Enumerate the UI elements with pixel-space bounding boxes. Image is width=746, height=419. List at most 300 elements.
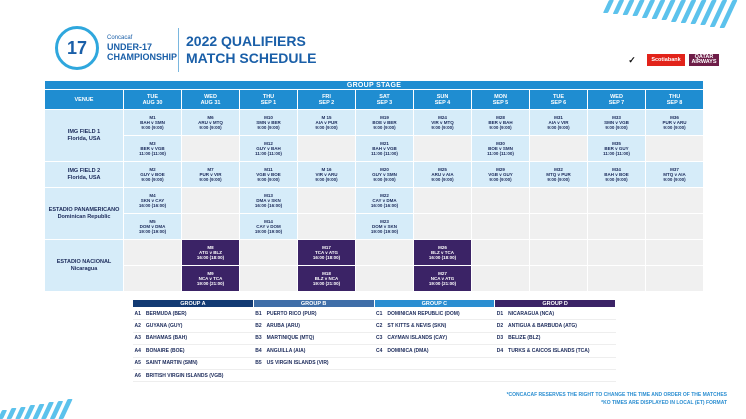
match-id: M4	[149, 193, 156, 198]
match-cell	[356, 110, 414, 136]
team-code: B4	[255, 347, 262, 354]
match-teams: VIR v MTQ	[431, 120, 454, 125]
match-teams: PUR v VIR	[199, 172, 222, 177]
match-schedule-table	[44, 80, 704, 292]
day-header	[356, 90, 414, 110]
match-id: M37	[670, 167, 679, 172]
venue-location: Florida, USA	[67, 135, 101, 142]
match-id: M25	[438, 167, 447, 172]
schedule-row	[45, 110, 704, 136]
team-code: D3	[496, 335, 504, 342]
group-row	[133, 345, 616, 357]
group-team-cell	[495, 357, 616, 369]
day-name: WED	[204, 93, 217, 100]
nike-logo	[620, 54, 644, 66]
day-date: SEP 7	[608, 99, 625, 106]
match-cell	[472, 162, 530, 188]
team-code: B3	[255, 335, 262, 342]
day-header	[182, 90, 240, 110]
empty-cell	[588, 266, 646, 292]
match-time: 16:00 (16:00)	[138, 203, 167, 208]
venue-name: ESTADIO PANAMERICANO	[48, 206, 120, 213]
match-teams: TCA v ATG	[314, 250, 339, 255]
match-cell	[298, 110, 356, 136]
venue-cell	[45, 188, 124, 240]
group-stage-header: GROUP STAGE	[45, 81, 704, 90]
match-time: 9:00 (9:00)	[199, 125, 222, 130]
nike-swoosh-icon: ✓	[628, 54, 636, 65]
airways-label: AIRWAYS	[691, 59, 717, 65]
match-time: 16:00 (16:00)	[370, 203, 399, 208]
day-name: SAT	[379, 93, 390, 100]
empty-cell	[182, 136, 240, 162]
empty-cell	[356, 240, 414, 266]
match-cell	[646, 162, 704, 188]
scotiabank-label: Scotiabank	[651, 57, 681, 63]
match-teams: CAY v DMA	[372, 198, 397, 203]
team-name: PUERTO RICO (PUR)	[266, 310, 317, 317]
empty-cell	[240, 240, 298, 266]
empty-cell	[356, 266, 414, 292]
match-id: M20	[380, 167, 389, 172]
match-id: M24	[438, 115, 447, 120]
venue-location: Florida, USA	[67, 174, 101, 181]
team-name: MARTINIQUE (MTQ)	[266, 335, 315, 342]
venue-location: Nicaragua	[70, 265, 98, 272]
empty-cell	[588, 240, 646, 266]
match-time: 11:00 (11:00)	[139, 151, 166, 156]
match-teams: ARU v AIA	[431, 172, 454, 177]
match-cell	[356, 188, 414, 214]
match-id: M1	[149, 115, 156, 120]
venue-cell	[45, 240, 124, 292]
team-name: BONAIRE (BOE)	[145, 347, 185, 354]
match-teams: BAH v VGB	[372, 146, 397, 151]
match-teams: GUY v BAH	[256, 146, 281, 151]
venue-name: IMG FIELD 2	[67, 167, 101, 174]
empty-cell	[472, 266, 530, 292]
schedule-row	[45, 188, 704, 214]
match-cell	[298, 266, 356, 292]
day-header	[530, 90, 588, 110]
group-team-cell	[495, 320, 616, 332]
match-cell	[124, 110, 182, 136]
day-header	[298, 90, 356, 110]
match-cell	[298, 162, 356, 188]
match-time: 9:00 (9:00)	[373, 125, 396, 130]
group-team-cell	[374, 332, 495, 344]
empty-cell	[414, 136, 472, 162]
group-c-header: GROUP C	[374, 300, 495, 308]
empty-cell	[530, 266, 588, 292]
day-date: SEP 3	[376, 99, 393, 106]
match-id: M13	[264, 193, 273, 198]
group-team-cell	[253, 332, 374, 344]
venue-name: ESTADIO NACIONAL	[56, 258, 112, 265]
team-code: D4	[496, 347, 504, 354]
group-row	[133, 320, 616, 332]
title-line-2: MATCH SCHEDULE	[186, 50, 317, 66]
empty-cell	[414, 214, 472, 240]
day-date: SEP 8	[666, 99, 683, 106]
match-teams: SMN v BER	[256, 120, 281, 125]
venue-name: IMG FIELD 1	[67, 128, 101, 135]
match-teams: BER v VGB	[140, 146, 165, 151]
match-teams: MTQ v AIA	[663, 172, 686, 177]
team-code: D2	[496, 323, 504, 330]
match-id: M29	[496, 167, 505, 172]
match-cell	[646, 110, 704, 136]
match-teams: BER v GUY	[604, 146, 629, 151]
match-time: 9:00 (9:00)	[373, 177, 396, 182]
group-team-cell	[495, 332, 616, 344]
empty-cell	[124, 266, 182, 292]
day-header	[472, 90, 530, 110]
match-id: M9	[207, 271, 214, 276]
group-team-cell	[253, 357, 374, 369]
team-name: ST KITTS & NEVIS (SKN)	[387, 323, 447, 330]
day-name: WED	[610, 93, 623, 100]
team-code: D1	[496, 310, 504, 317]
team-name: BAHAMAS (BAH)	[145, 335, 187, 342]
match-cell	[356, 162, 414, 188]
group-team-cell	[133, 308, 254, 320]
decorative-stripes-bottom-left	[0, 397, 80, 419]
match-teams: SMN v VGB	[604, 120, 629, 125]
group-team-cell	[253, 345, 374, 357]
footnote-schedule-change: *CONCACAF RESERVES THE RIGHT TO CHANGE THE TIME AND ORDER OF THE MATCHES	[506, 392, 727, 398]
match-id: M35	[612, 141, 621, 146]
match-cell	[240, 162, 298, 188]
empty-cell	[646, 240, 704, 266]
group-d-header: GROUP D	[495, 300, 616, 308]
team-code: A4	[134, 347, 141, 354]
team-name: ANGUILLA (AIA)	[266, 347, 306, 354]
match-time: 9:00 (9:00)	[199, 177, 222, 182]
empty-cell	[472, 240, 530, 266]
empty-cell	[472, 214, 530, 240]
match-cell	[530, 110, 588, 136]
day-name: MON	[494, 93, 507, 100]
schedule-row	[45, 162, 704, 188]
team-code: A5	[134, 360, 141, 367]
match-time: 9:00 (9:00)	[663, 125, 686, 130]
group-team-cell	[374, 369, 495, 381]
venue-location: Dominican Republic	[57, 213, 111, 220]
match-teams: GUY v SMN	[372, 172, 397, 177]
team-code: B1	[255, 310, 262, 317]
schedule-row	[45, 214, 704, 240]
match-cell	[124, 162, 182, 188]
match-id: M 15	[321, 115, 332, 120]
match-teams: MTQ v PUR	[546, 172, 571, 177]
match-id: M30	[496, 141, 505, 146]
match-id: M22	[380, 193, 389, 198]
match-time: 9:00 (9:00)	[315, 177, 338, 182]
match-cell	[124, 136, 182, 162]
match-id: M26	[438, 245, 447, 250]
group-team-cell	[133, 320, 254, 332]
day-date: SEP 5	[492, 99, 509, 106]
footnote-time-format: *KO TIMES ARE DISPLAYED IN LOCAL (ET) FORMAT	[601, 400, 727, 406]
match-cell	[240, 110, 298, 136]
match-cell	[530, 162, 588, 188]
day-header	[124, 90, 182, 110]
match-id: M6	[207, 115, 214, 120]
match-id: M28	[496, 115, 505, 120]
team-name: ANTIGUA & BARBUDA (ATG)	[507, 323, 577, 330]
team-name: BRITISH VIRGIN ISLANDS (VGB)	[145, 372, 224, 379]
match-time: 9:00 (9:00)	[141, 125, 164, 130]
group-row	[133, 308, 616, 320]
match-teams: GUY v BOE	[140, 172, 165, 177]
match-teams: BOE v SMN	[488, 146, 513, 151]
match-cell	[240, 188, 298, 214]
match-id: M34	[612, 167, 621, 172]
empty-cell	[646, 266, 704, 292]
page-title	[186, 33, 316, 67]
match-time: 19:00 (21:00)	[428, 281, 457, 286]
header-divider	[178, 28, 179, 72]
scotiabank-logo	[647, 54, 685, 66]
match-teams: CAY v DOM	[256, 224, 281, 229]
empty-cell	[530, 240, 588, 266]
match-teams: AIA v VIR	[548, 120, 569, 125]
match-time: 16:00 (16:00)	[254, 203, 283, 208]
groups-table	[132, 299, 616, 382]
match-id: M14	[264, 219, 273, 224]
logo-number: 17	[66, 37, 88, 58]
day-name: TUE	[147, 93, 158, 100]
match-cell	[472, 110, 530, 136]
match-id: M21	[380, 141, 389, 146]
empty-cell	[530, 136, 588, 162]
day-name: THU	[668, 93, 681, 100]
empty-cell	[240, 266, 298, 292]
decorative-stripes-top-right	[606, 0, 746, 30]
day-header	[646, 90, 704, 110]
title-line-1: 2022 QUALIFIERS	[186, 33, 306, 49]
match-time: 11:00 (11:00)	[255, 151, 282, 156]
match-id: M18	[322, 271, 331, 276]
match-time: 16:00 (18:00)	[428, 255, 457, 260]
team-name: BERMUDA (BER)	[145, 310, 187, 317]
match-id: M32	[554, 167, 563, 172]
day-header	[240, 90, 298, 110]
match-time: 9:00 (9:00)	[141, 177, 164, 182]
day-name: SUN	[436, 93, 449, 100]
tournament-logo	[55, 26, 99, 70]
day-date: SEP 1	[260, 99, 277, 106]
match-id: M36	[670, 115, 679, 120]
match-teams: ATG v BLZ	[199, 250, 222, 255]
match-teams: BAH v SMN	[140, 120, 165, 125]
team-code: C1	[376, 310, 383, 317]
match-time: 19:00 (21:00)	[196, 281, 225, 286]
match-id: M5	[149, 219, 156, 224]
group-row	[133, 357, 616, 369]
day-date: SEP 2	[318, 99, 335, 106]
group-team-cell	[495, 345, 616, 357]
team-name: CAYMAN ISLANDS (CAY)	[387, 335, 448, 342]
group-a-header: GROUP A	[133, 300, 254, 308]
match-cell	[182, 240, 240, 266]
empty-cell	[646, 188, 704, 214]
empty-cell	[182, 214, 240, 240]
match-cell	[182, 110, 240, 136]
match-cell	[588, 136, 646, 162]
match-time: 9:00 (9:00)	[605, 125, 628, 130]
match-teams: ARU v MTQ	[198, 120, 223, 125]
tournament-brand	[107, 35, 177, 62]
match-teams: BER v BAH	[488, 120, 513, 125]
match-time: 9:00 (9:00)	[489, 125, 512, 130]
team-code: A3	[134, 335, 141, 342]
group-row	[133, 332, 616, 344]
empty-cell	[298, 136, 356, 162]
empty-cell	[182, 188, 240, 214]
day-name: THU	[262, 93, 275, 100]
group-team-cell	[495, 369, 616, 381]
match-time: 9:00 (9:00)	[431, 125, 454, 130]
empty-cell	[472, 188, 530, 214]
match-cell	[240, 214, 298, 240]
match-time: 19:00 (21:00)	[312, 281, 341, 286]
match-id: M12	[264, 141, 273, 146]
schedule-row	[45, 136, 704, 162]
match-id: M23	[380, 219, 389, 224]
match-cell	[124, 188, 182, 214]
match-time: 11:00 (11:00)	[603, 151, 630, 156]
match-id: M10	[264, 115, 273, 120]
team-code: C3	[376, 335, 383, 342]
match-time: 19:00 (19:00)	[138, 229, 167, 234]
match-time: 16:00 (18:00)	[196, 255, 225, 260]
empty-cell	[298, 188, 356, 214]
schedule-row	[45, 240, 704, 266]
group-team-cell	[133, 332, 254, 344]
match-id: M7	[207, 167, 214, 172]
team-name: DOMINICA (DMA)	[387, 347, 429, 354]
match-cell	[414, 110, 472, 136]
match-time: 19:00 (19:00)	[254, 229, 283, 234]
match-teams: BOE v BER	[372, 120, 397, 125]
venue-cell	[45, 110, 124, 162]
match-id: M19	[380, 115, 389, 120]
schedule-row	[45, 266, 704, 292]
empty-cell	[298, 214, 356, 240]
group-team-cell	[133, 369, 254, 381]
team-name: SAINT MARTIN (SMN)	[145, 360, 198, 367]
day-name: FRI	[322, 93, 331, 100]
brand-line-2: CHAMPIONSHIP	[107, 52, 178, 62]
match-teams: NCA v ATG	[430, 276, 455, 281]
qatar-airways-logo	[689, 54, 719, 66]
group-team-cell	[374, 357, 495, 369]
match-time: 19:00 (19:00)	[370, 229, 399, 234]
match-teams: AIA v PUR	[315, 120, 338, 125]
match-teams: SKN v CAY	[140, 198, 165, 203]
match-time: 11:00 (11:00)	[487, 151, 514, 156]
match-teams: VGB v BOE	[256, 172, 281, 177]
match-teams: BLZ v TCA	[431, 250, 454, 255]
team-code: C4	[376, 347, 383, 354]
match-id: M27	[438, 271, 447, 276]
match-time: 9:00 (9:00)	[547, 125, 570, 130]
qatar-label: QATAR	[694, 54, 714, 60]
match-teams: BLZ v NCA	[314, 276, 339, 281]
team-code: A6	[134, 372, 141, 379]
match-cell	[414, 266, 472, 292]
match-teams: BAH v BOE	[604, 172, 629, 177]
match-teams: NCA v TCA	[198, 276, 223, 281]
day-header	[414, 90, 472, 110]
match-time: 9:00 (9:00)	[315, 125, 338, 130]
group-team-cell	[374, 345, 495, 357]
team-name: BELIZE (BLZ)	[508, 335, 541, 342]
team-code: B2	[255, 323, 262, 330]
match-id: M2	[149, 167, 156, 172]
team-code: B5	[255, 360, 262, 367]
match-cell	[356, 136, 414, 162]
match-id: M3	[149, 141, 156, 146]
group-b-header: GROUP B	[253, 300, 374, 308]
group-row	[133, 369, 616, 381]
day-header	[588, 90, 646, 110]
brand-line-1: UNDER-17	[107, 42, 153, 52]
empty-cell	[124, 240, 182, 266]
match-time: 9:00 (9:00)	[431, 177, 454, 182]
match-cell	[414, 240, 472, 266]
empty-cell	[414, 188, 472, 214]
match-cell	[182, 266, 240, 292]
match-time: 11:00 (11:00)	[371, 151, 398, 156]
team-name: NICARAGUA (NCA)	[508, 310, 555, 317]
team-name: ARUBA (ARU)	[266, 323, 300, 330]
empty-cell	[646, 136, 704, 162]
match-cell	[414, 162, 472, 188]
match-id: M11	[264, 167, 273, 172]
group-team-cell	[253, 320, 374, 332]
match-id: M8	[207, 245, 214, 250]
team-code: A2	[134, 323, 141, 330]
match-time: 9:00 (9:00)	[605, 177, 628, 182]
team-name: DOMINICAN REPUBLIC (DOM)	[387, 310, 460, 317]
match-time: 9:00 (9:00)	[257, 125, 280, 130]
day-date: AUG 31	[200, 99, 221, 106]
brand-top: Concacaf	[107, 35, 133, 41]
empty-cell	[530, 188, 588, 214]
team-name: GUYANA (GUY)	[145, 323, 183, 330]
match-cell	[240, 136, 298, 162]
team-name: US VIRGIN ISLANDS (VIR)	[266, 360, 329, 367]
venue-cell	[45, 162, 124, 188]
team-code: A1	[134, 310, 141, 317]
group-team-cell	[133, 357, 254, 369]
match-time: 9:00 (9:00)	[489, 177, 512, 182]
match-id: M 16	[321, 167, 332, 172]
match-id: M31	[554, 115, 563, 120]
team-name: TURKS & CAICOS ISLANDS (TCA)	[508, 347, 590, 354]
match-cell	[588, 162, 646, 188]
day-date: SEP 4	[434, 99, 451, 106]
match-cell	[124, 214, 182, 240]
match-teams: DOM v DMA	[139, 224, 166, 229]
group-team-cell	[374, 320, 495, 332]
match-teams: PUR v ARU	[662, 120, 687, 125]
match-id: M33	[612, 115, 621, 120]
group-team-cell	[133, 345, 254, 357]
